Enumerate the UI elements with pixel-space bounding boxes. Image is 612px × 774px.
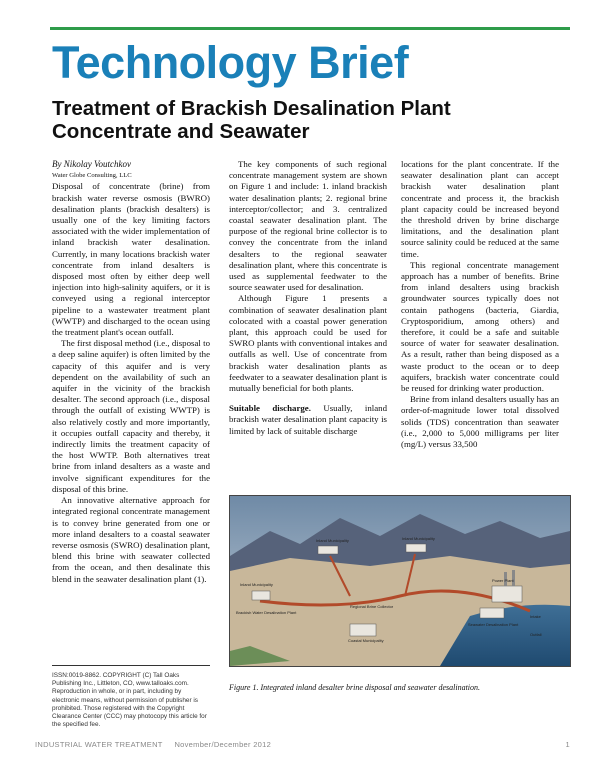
col2-paragraph-2: Although Figure 1 presents a combination of seawater desalination plant colocated with a coastal power generation plant, this approach could be used for SWRO plants with conventional intakes and outfalls as well. Use of concentrate from brackish water desalination plants as feedwater to a seawater desalination plant is mutually beneficial for both plants. — [229, 293, 387, 394]
regional-concentrate-diagram — [230, 496, 570, 666]
power-plant-building — [492, 586, 522, 602]
column-1 — [52, 159, 210, 585]
col2-paragraph-1: The key components of such regional concentrate management system are shown on Figure 1 and include: 1. inland brackish water desalination plants; 2. regional brine interceptor/collector; and 3. centralized coastal seawater desalination plant. The purpose of the regional brine collector is to convey the concentrate from the inland desalters to the regional seawater desalination plant, where this concentrate is used as supplemental feedwater to the source seawater used for desalination. — [229, 159, 387, 293]
copyright-notice: ISSN:0019-8862. COPYRIGHT (C) Tall Oaks Publishing Inc., Littleton, CO, www.talloaks.com. Reproduction in whole, or in part, including by electronic means, without permission of publisher is prohibited. Those registered with the Copyright Clearance Center (CCC) may photocopy this article for the specified fee. — [52, 665, 210, 729]
subheading-suitable-discharge: Suitable discharge. — [229, 403, 311, 414]
article-title: Treatment of Brackish Desalination Plant Concentrate and Seawater — [52, 97, 451, 143]
label-inland-municipality-2: Inland Municipality — [402, 536, 435, 541]
byline: By Nikolay Voutchkov — [52, 159, 131, 169]
col1-paragraph-2: The first disposal method (i.e., disposal to a deep saline aquifer) is often limited by the capacity of this aquifer and is very dependent on the availability of such an aquifer in the vicinity of the brackish desalter. The second approach (i.e., disposal through the outfall of existing WWTP) is also relatively costly and more importantly, it occupies outfall capacity and thereby, it indirectly limits the treatment capacity of the host WWTP. Both alternatives treat brine from inland desalters as a waste and involve significant expenditures for the disposal of this brine. — [52, 338, 210, 494]
page-footer — [35, 740, 570, 749]
top-rule — [50, 27, 570, 30]
label-coastal-municipality: Coastal Municipality — [348, 638, 384, 643]
label-inland-municipality-3: Inland Municipality — [240, 582, 273, 587]
inland-municipality-building — [318, 546, 338, 554]
label-power-plant: Power Plant — [492, 578, 514, 583]
label-brackish-plant: Brackish Water Desalination Plant — [236, 610, 297, 615]
label-brine-collector: Regional Brine Collector — [350, 604, 394, 609]
column-3 — [401, 159, 559, 450]
col2-paragraph-3 — [229, 403, 387, 437]
label-intake: Intake — [530, 614, 541, 619]
affiliation: Water Globe Consulting, LLC — [52, 172, 132, 180]
col1-paragraph-3: An innovative alternative approach for integrated regional concentrate management is to convey brine generated from one or more inland desalters to a coastal seawater reverse osmosis (SWRO) desalination plant, blend this brine with seawater collected from the ocean, and then desalinate this blend in the seawater desalination plant (1). — [52, 495, 210, 584]
figure-caption: Figure 1. Integrated inland desalter brine disposal and seawater desalination. — [229, 683, 481, 692]
col3-paragraph-1: locations for the plant concentrate. If the seawater desalination plant can accept brackish water desalination plant concentrate and process it, the brackish plant capacity could be increased beyond the threshold driven by brine discharge limitations, and the desalination plant source salinity could be reduced at the same time. — [401, 159, 559, 259]
footer-publication: INDUSTRIAL WATER TREATMENT November/December 2012 — [35, 740, 272, 749]
col3-paragraph-3: Brine from inland desalters usually has an order-of-magnitude lower total dissolved solids (TDS) concentration than seawater (i.e., 2,000 to 5,000 milligrams per liter (mg/L) versus 33,500 — [401, 394, 559, 450]
col3-paragraph-2: This regional concentrate management approach has a number of benefits. Brine from inland desalters using brackish groundwater sources typically does not contain pathogens (bacteria, Giardia, Cryptosporidium, among others) and therefore, it could be a safe and suitable source of water for seawater desalination. As a result, rather than being disposed as a waste product to the ocean or to deep aquifers, brackish water concentrate could be reused for drinking water production. — [401, 259, 559, 394]
column-2 — [229, 159, 387, 437]
label-outfall: Outfall — [530, 632, 542, 637]
seawater-plant-building — [480, 608, 504, 618]
masthead: Technology Brief — [52, 37, 409, 88]
page-number: 1 — [565, 740, 570, 749]
col2-sub-text: Usually, inland brackish water desalination plant capacity is limited by lack of suitable discharge — [229, 403, 387, 436]
label-seawater-plant: Seawater Desalination Plant — [468, 622, 519, 627]
figure-1-illustration — [229, 495, 571, 667]
col1-paragraph-1: Disposal of concentrate (brine) from brackish water reverse osmosis (BWRO) desalination plants (brackish desalters) is usually one of the key limiting factors associated with the wider implementation of inland brackish water desalination. Currently, in many locations brackish water concentrate from inland desalters is disposed most often by either deep well injection into high-salinity aquifers, or it is conveyed using a regional interceptor pipeline to a wastewater treatment plant (WWTP) and discharged to the ocean using the treatment plant's ocean outfall. — [52, 181, 210, 338]
label-inland-municipality-1: Inland Municipality — [316, 538, 349, 543]
